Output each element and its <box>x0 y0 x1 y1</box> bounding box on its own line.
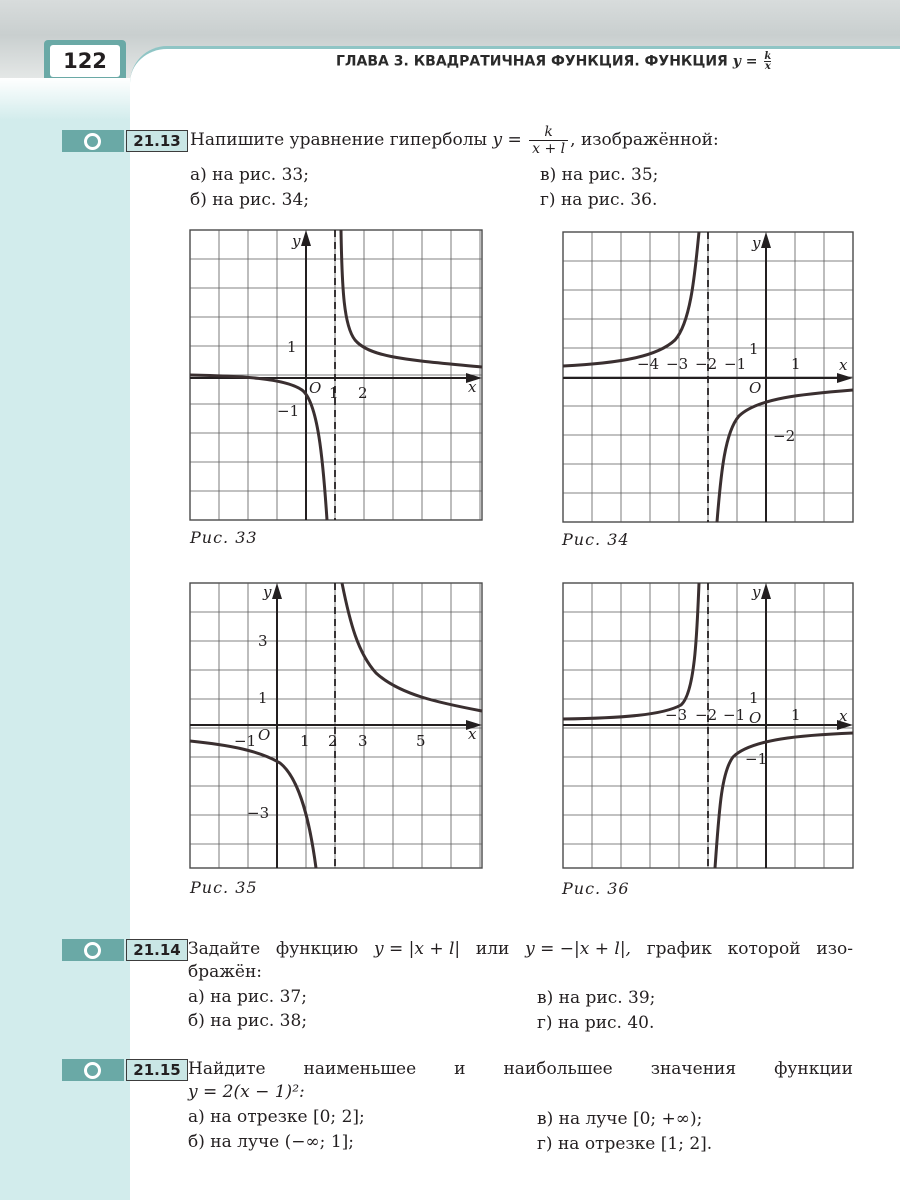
origin-label: O <box>258 726 271 744</box>
statement-word: значения <box>650 1059 737 1079</box>
tick-label: 1 <box>300 732 310 750</box>
figure-36-caption: Рис. 36 <box>562 879 630 898</box>
difficulty-circle-icon <box>62 130 124 152</box>
option-v: в) на луче [0; +∞); <box>537 1109 703 1129</box>
exercise-statement <box>188 938 853 960</box>
y-axis-arrow-icon <box>761 232 771 248</box>
tick-label: 1 <box>287 338 297 356</box>
statement-word: функцию <box>275 939 359 959</box>
y-axis-arrow-icon <box>761 583 771 599</box>
origin-label: O <box>309 379 322 397</box>
exercise-badge-21-14 <box>62 939 186 961</box>
y-axis-arrow-icon <box>301 230 311 246</box>
option-v: в) на рис. 35; <box>540 165 659 185</box>
y-axis-label: y <box>263 583 272 601</box>
exercise-number: 21.15 <box>126 1059 188 1081</box>
origin-label: O <box>749 379 762 397</box>
statement-word: наименьшее <box>303 1059 417 1079</box>
x-axis-label: x <box>839 707 848 725</box>
option-g: г) на отрезке [1; 2]. <box>537 1134 713 1154</box>
option-g: г) на рис. 36. <box>540 190 658 210</box>
tick-label: −3 <box>665 706 688 724</box>
x-axis-label: x <box>468 725 477 743</box>
statement-word: график <box>646 939 712 959</box>
x-axis-label: x <box>468 378 477 396</box>
tick-label: 2 <box>328 732 338 750</box>
tick-label: −2 <box>695 706 718 724</box>
exercise-number: 21.14 <box>126 939 188 961</box>
tick-label: −4 <box>637 355 660 373</box>
tick-label: 1 <box>791 706 801 724</box>
hyperbola-branch <box>563 583 699 719</box>
y-axis-label: y <box>292 232 301 250</box>
exercise-statement <box>188 1058 853 1080</box>
hyperbola-branch <box>563 232 699 366</box>
chapter-name: КВАДРАТИЧНАЯ ФУНКЦИЯ. ФУНКЦИЯ <box>413 53 728 70</box>
tick-label: −1 <box>745 750 768 768</box>
tick-label: 3 <box>358 732 368 750</box>
tick-label: 3 <box>258 632 268 650</box>
formula: y = −|x + l|, <box>525 939 631 959</box>
option-g: г) на рис. 40. <box>537 1013 655 1033</box>
difficulty-circle-icon <box>62 939 124 961</box>
statement-word: наибольшее <box>503 1059 613 1079</box>
option-a: а) на рис. 37; <box>188 987 307 1007</box>
figure-33-caption: Рис. 33 <box>190 528 258 547</box>
x-axis-arrow-icon <box>837 373 853 383</box>
exercise-badge-21-13 <box>62 130 186 152</box>
formula-lhs: y = <box>492 130 522 150</box>
statement-word: которой <box>727 939 801 959</box>
figure-33-graph <box>190 230 482 520</box>
hyperbola-branch <box>717 390 853 522</box>
formula-num: k <box>529 124 568 141</box>
tick-label: −1 <box>723 706 746 724</box>
option-a: а) на рис. 33; <box>190 165 309 185</box>
tick-label: −2 <box>695 355 718 373</box>
exercise-number: 21.13 <box>126 130 188 152</box>
statement-word: Найдите <box>188 1059 266 1079</box>
tick-label: −3 <box>247 804 270 822</box>
chapter-function-lhs: y = <box>732 53 758 70</box>
tick-label: −1 <box>277 402 300 420</box>
margin-band-fade <box>0 78 130 120</box>
statement-text: Напишите уравнение гиперболы <box>190 130 488 150</box>
chapter-label: ГЛАВА 3. <box>336 53 409 70</box>
tick-label: −1 <box>234 732 257 750</box>
tick-label: 2 <box>358 384 368 402</box>
exercise-badge-21-15 <box>62 1059 186 1081</box>
y-axis-label: y <box>752 583 761 601</box>
statement-continuation: бражён: <box>188 962 263 982</box>
statement-word: или <box>475 939 510 959</box>
exercise-statement <box>190 122 719 158</box>
figure-35-caption: Рис. 35 <box>190 878 258 897</box>
difficulty-circle-icon <box>62 1059 124 1081</box>
figure-34-caption: Рис. 34 <box>562 530 630 549</box>
y-axis-arrow-icon <box>272 583 282 599</box>
statement-word: функции <box>774 1059 853 1079</box>
formula: y = 2(x − 1)²: <box>188 1082 305 1102</box>
tick-label: 1 <box>258 689 268 707</box>
tick-label: 1 <box>749 340 759 358</box>
tick-label: −3 <box>666 355 689 373</box>
chapter-title <box>336 52 773 71</box>
hyperbola-branch <box>715 733 853 868</box>
statement-tail: , изображённой: <box>570 130 719 150</box>
tick-label: 1 <box>329 384 339 402</box>
statement-word: изо- <box>816 939 853 959</box>
page-number: 122 <box>50 45 120 77</box>
margin-band <box>0 120 130 1200</box>
formula-fraction <box>529 124 568 157</box>
option-b: б) на рис. 38; <box>188 1011 308 1031</box>
statement-word: и <box>454 1059 466 1079</box>
hyperbola-branch <box>342 583 482 711</box>
option-b: б) на луче (−∞; 1]; <box>188 1132 354 1152</box>
origin-label: O <box>749 709 762 727</box>
option-v: в) на рис. 39; <box>537 988 656 1008</box>
formula: y = |x + l| <box>373 939 461 959</box>
statement-word: Задайте <box>188 939 261 959</box>
chapter-function-num: k <box>764 51 772 62</box>
formula-den: x + l <box>532 141 566 157</box>
option-a: а) на отрезке [0; 2]; <box>188 1107 365 1127</box>
y-axis-label: y <box>752 234 761 252</box>
tick-label: −1 <box>724 355 747 373</box>
tick-label: 5 <box>416 732 426 750</box>
figure-34-graph <box>563 232 853 522</box>
tick-label: 1 <box>791 355 801 373</box>
page-number-badge <box>44 40 126 82</box>
chapter-function-den: x <box>764 61 771 72</box>
hyperbola-branch <box>341 230 482 367</box>
figure-36-graph <box>563 583 853 868</box>
tick-label: −2 <box>773 427 796 445</box>
option-b: б) на рис. 34; <box>190 190 310 210</box>
tick-label: 1 <box>749 689 759 707</box>
chapter-function-fraction <box>764 52 771 71</box>
figure-35-graph <box>190 583 482 868</box>
x-axis-label: x <box>839 356 848 374</box>
